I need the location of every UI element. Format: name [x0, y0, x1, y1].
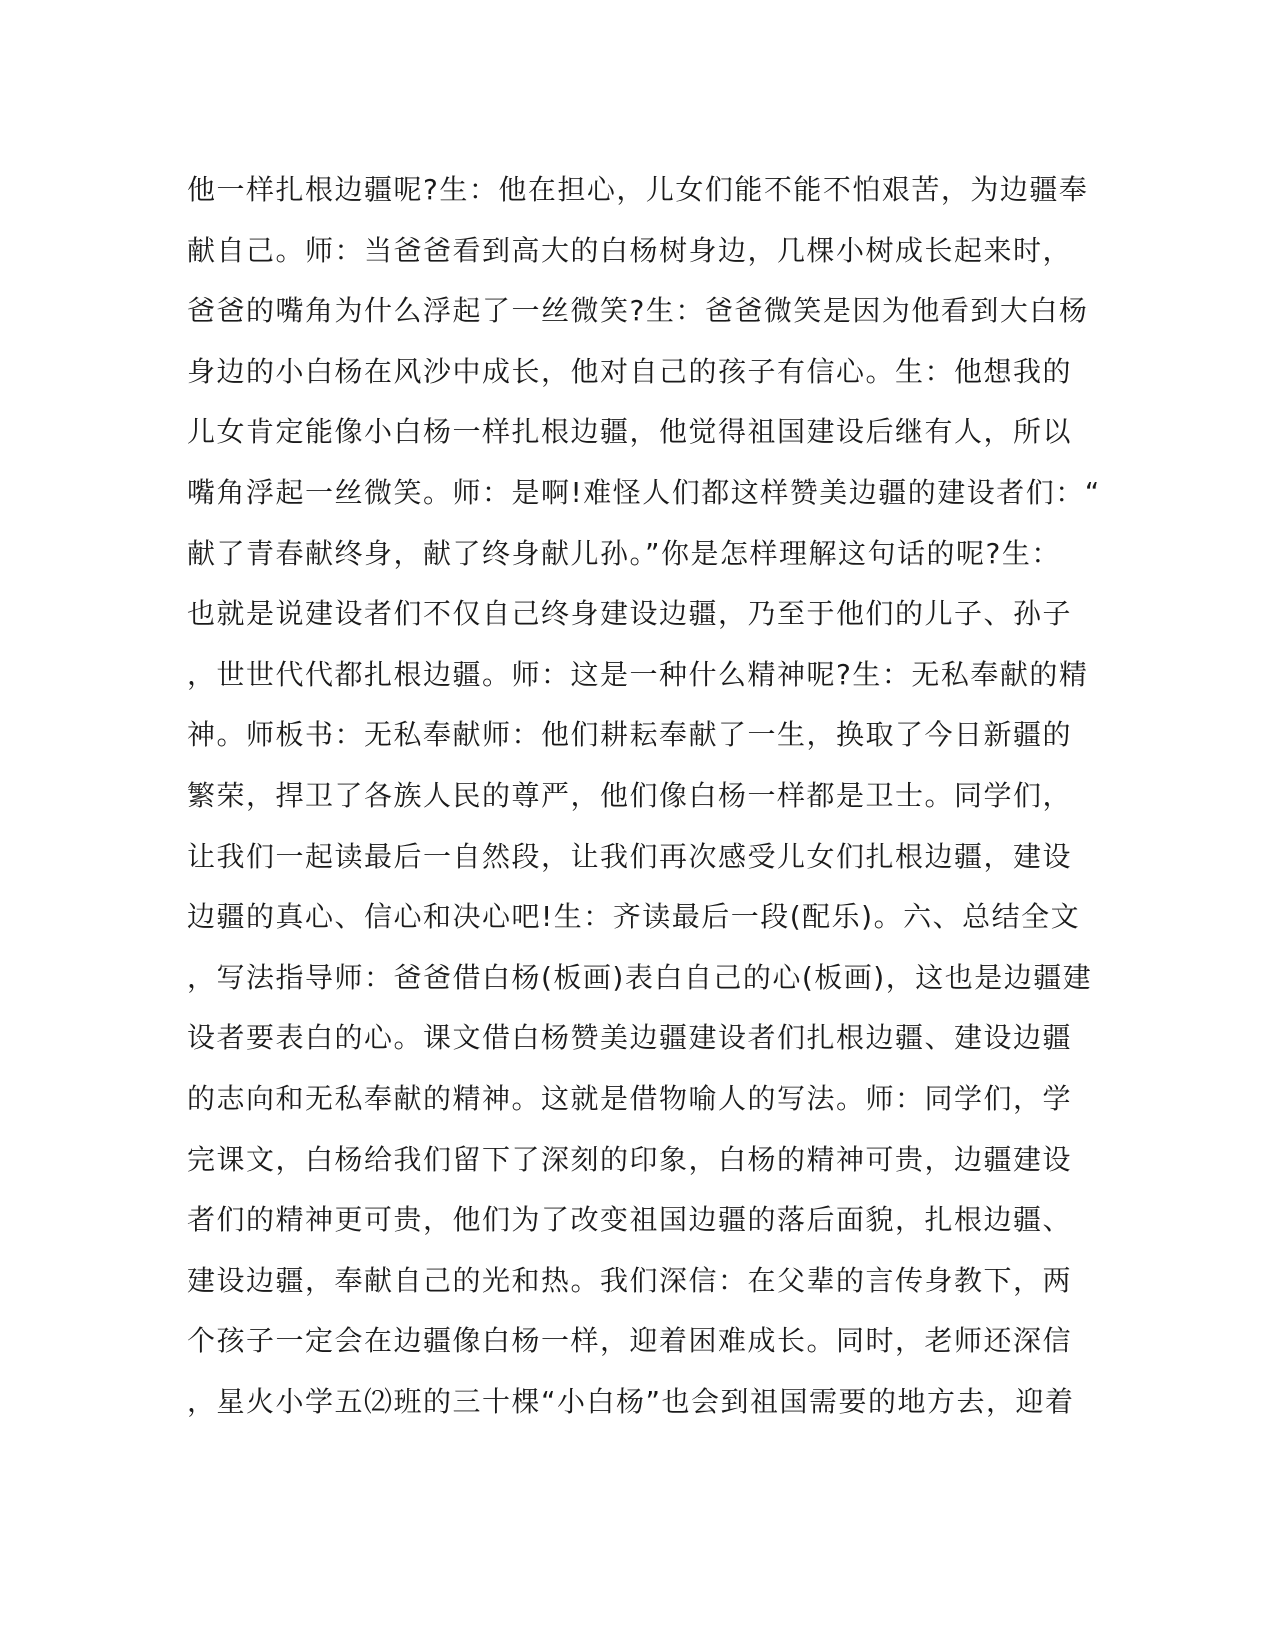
text-line: 繁荣，捍卫了各族人民的尊严，他们像白杨一样都是卫士。同学们，	[187, 778, 1073, 812]
text-line: 身边的小白杨在风沙中成长，他对自己的孩子有信心。生：他想我的	[187, 354, 1073, 388]
text-line: 者们的精神更可贵，他们为了改变祖国边疆的落后面貌，扎根边疆、	[187, 1203, 1073, 1237]
text-line: ，写法指导师：爸爸借白杨(板画)表白自己的心(板画)，这也是边疆建	[187, 960, 1093, 994]
text-line: ，星火小学五⑵班的三十棵“小白杨”也会到祖国需要的地方去，迎着	[187, 1384, 1075, 1418]
text-line: 嘴角浮起一丝微笑。师：是啊!难怪人们都这样赞美边疆的建设者们：“	[187, 475, 1101, 509]
body-text	[187, 160, 1101, 1432]
text-line: 神。师板书：无私奉献师：他们耕耘奉献了一生，换取了今日新疆的	[187, 718, 1073, 752]
text-line: 的志向和无私奉献的精神。这就是借物喻人的写法。师：同学们，学	[187, 1081, 1073, 1115]
text-line: 让我们一起读最后一自然段，让我们再次感受儿女们扎根边疆，建设	[187, 839, 1073, 873]
text-line: 爸爸的嘴角为什么浮起了一丝微笑?生：爸爸微笑是因为他看到大白杨	[187, 294, 1089, 328]
text-line: 个孩子一定会在边疆像白杨一样，迎着困难成长。同时，老师还深信	[187, 1324, 1073, 1358]
text-line: 献自己。师：当爸爸看到高大的白杨树身边，几棵小树成长起来时，	[187, 233, 1073, 267]
text-line: 建设边疆，奉献自己的光和热。我们深信：在父辈的言传身教下，两	[187, 1263, 1073, 1297]
text-line: 设者要表白的心。课文借白杨赞美边疆建设者们扎根边疆、建设边疆	[187, 1021, 1073, 1055]
text-line: 完课文，白杨给我们留下了深刻的印象，白杨的精神可贵，边疆建设	[187, 1142, 1073, 1176]
text-line: 边疆的真心、信心和决心吧!生：齐读最后一段(配乐)。六、总结全文	[187, 900, 1081, 934]
text-line: 献了青春献终身，献了终身献儿孙。”你是怎样理解这句话的呢?生：	[187, 536, 1061, 570]
text-line: ，世世代代都扎根边疆。师：这是一种什么精神呢?生：无私奉献的精	[187, 657, 1089, 691]
text-line: 儿女肯定能像小白杨一样扎根边疆，他觉得祖国建设后继有人，所以	[187, 415, 1073, 449]
text-line: 也就是说建设者们不仅自己终身建设边疆，乃至于他们的儿子、孙子	[187, 597, 1073, 631]
text-line: 他一样扎根边疆呢?生：他在担心，儿女们能不能不怕艰苦，为边疆奉	[187, 173, 1089, 206]
